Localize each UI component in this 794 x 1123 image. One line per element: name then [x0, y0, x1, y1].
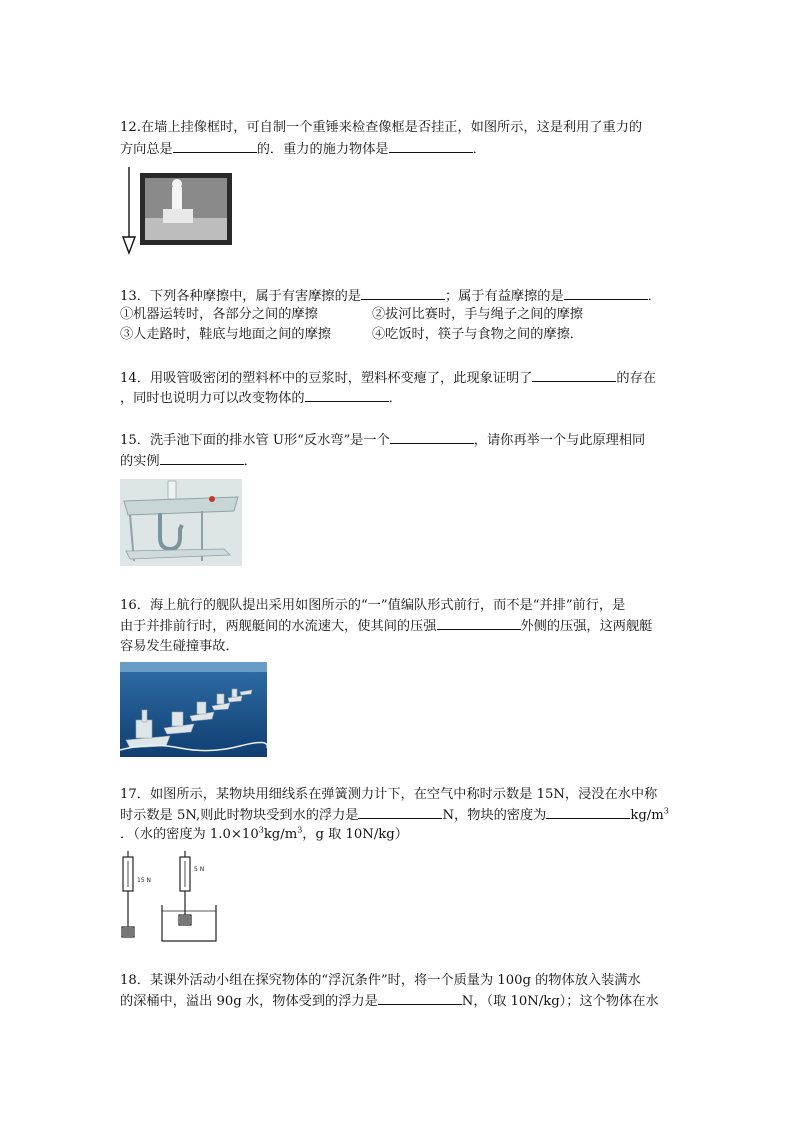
spring-scale-figure [118, 849, 230, 945]
sink-drain-trap-image [120, 479, 242, 566]
warship-fleet-image [120, 662, 267, 757]
answer-blank[interactable] [390, 431, 474, 444]
q17-line1: 17．如图所示，某物块用细线系在弹簧测力计下，在空气中称时示数是 15N，浸没在水中称 [120, 787, 658, 802]
answer-blank[interactable] [532, 369, 616, 382]
q15-line1: 15．洗手池下面的排水管 U形“反水弯”是一个 ，请你再举一个与此原理相同 [120, 433, 646, 448]
q15-line2: 的实例 ． [120, 454, 257, 469]
answer-blank[interactable] [173, 140, 257, 153]
answer-blank[interactable] [378, 992, 462, 1005]
q12-line2: 方向总是 的．重力的施力物体是 ． [120, 142, 486, 157]
q16-line2: 由于并排前行时，两舰艇间的水流速大，使其间的压强 外侧的压强，这两舰艇 [120, 619, 653, 634]
answer-blank[interactable] [305, 389, 389, 402]
q16-line3: 容易发生碰撞事故． [120, 639, 239, 654]
plumb-bob-picture-frame-image [118, 165, 238, 257]
answer-blank[interactable] [160, 452, 244, 465]
answer-blank[interactable] [437, 617, 521, 630]
answer-blank[interactable] [546, 806, 630, 819]
q17-line2: 时示数是 5N,则此时物块受到水的浮力是 N，物块的密度为 $kg/m^3$ [120, 806, 669, 823]
q13-line1: 13．下列各种摩擦中，属于有害摩擦的是 ；属于有益摩擦的是 ． [120, 289, 661, 304]
q13-options-row1: ①机器运转时，各部分之间的摩擦 ②拔河比赛时，手与绳子之间的摩擦 [120, 307, 583, 322]
answer-blank[interactable] [389, 140, 473, 153]
q18-line1: 18．某课外活动小组在探究物体的“浮沉条件”时，将一个质量为 100g 的物体放入装满水 [120, 973, 641, 988]
q14-line1: 14．用吸管吸密闭的塑料杯中的豆浆时，塑料杯变瘪了，此现象证明了 的存在 [120, 371, 656, 386]
q12-line1: 12.在墙上挂像框时，可自制一个重锤来检查像框是否挂正，如图所示，这是利用了重力的 [120, 120, 643, 135]
q14-line2: ，同时也说明力可以改变物体的 ． [120, 391, 402, 406]
q16-line1: 16．海上航行的舰队提出采用如图所示的“一”值编队形式前行，而不是“并排”前行，是 [120, 598, 626, 613]
q13-options-row2: ③人走路时，鞋底与地面之间的摩擦 ④吃饭时，筷子与食物之间的摩擦． [120, 327, 583, 342]
answer-blank[interactable] [361, 287, 445, 300]
q17-line3: ．（水的密度为 $1.0\times 10^3kg/m^3$，g 取 10N/kg） [120, 825, 408, 842]
q18-line2: 的深桶中，溢出 90g 水，物体受到的浮力是 N，（取 10N/kg）；这个物体在水 [120, 994, 659, 1009]
answer-blank[interactable] [358, 806, 442, 819]
scale-reading-5n: 5 N [194, 866, 205, 873]
scale-reading-15n: 15 N [137, 877, 152, 884]
answer-blank[interactable] [564, 287, 648, 300]
